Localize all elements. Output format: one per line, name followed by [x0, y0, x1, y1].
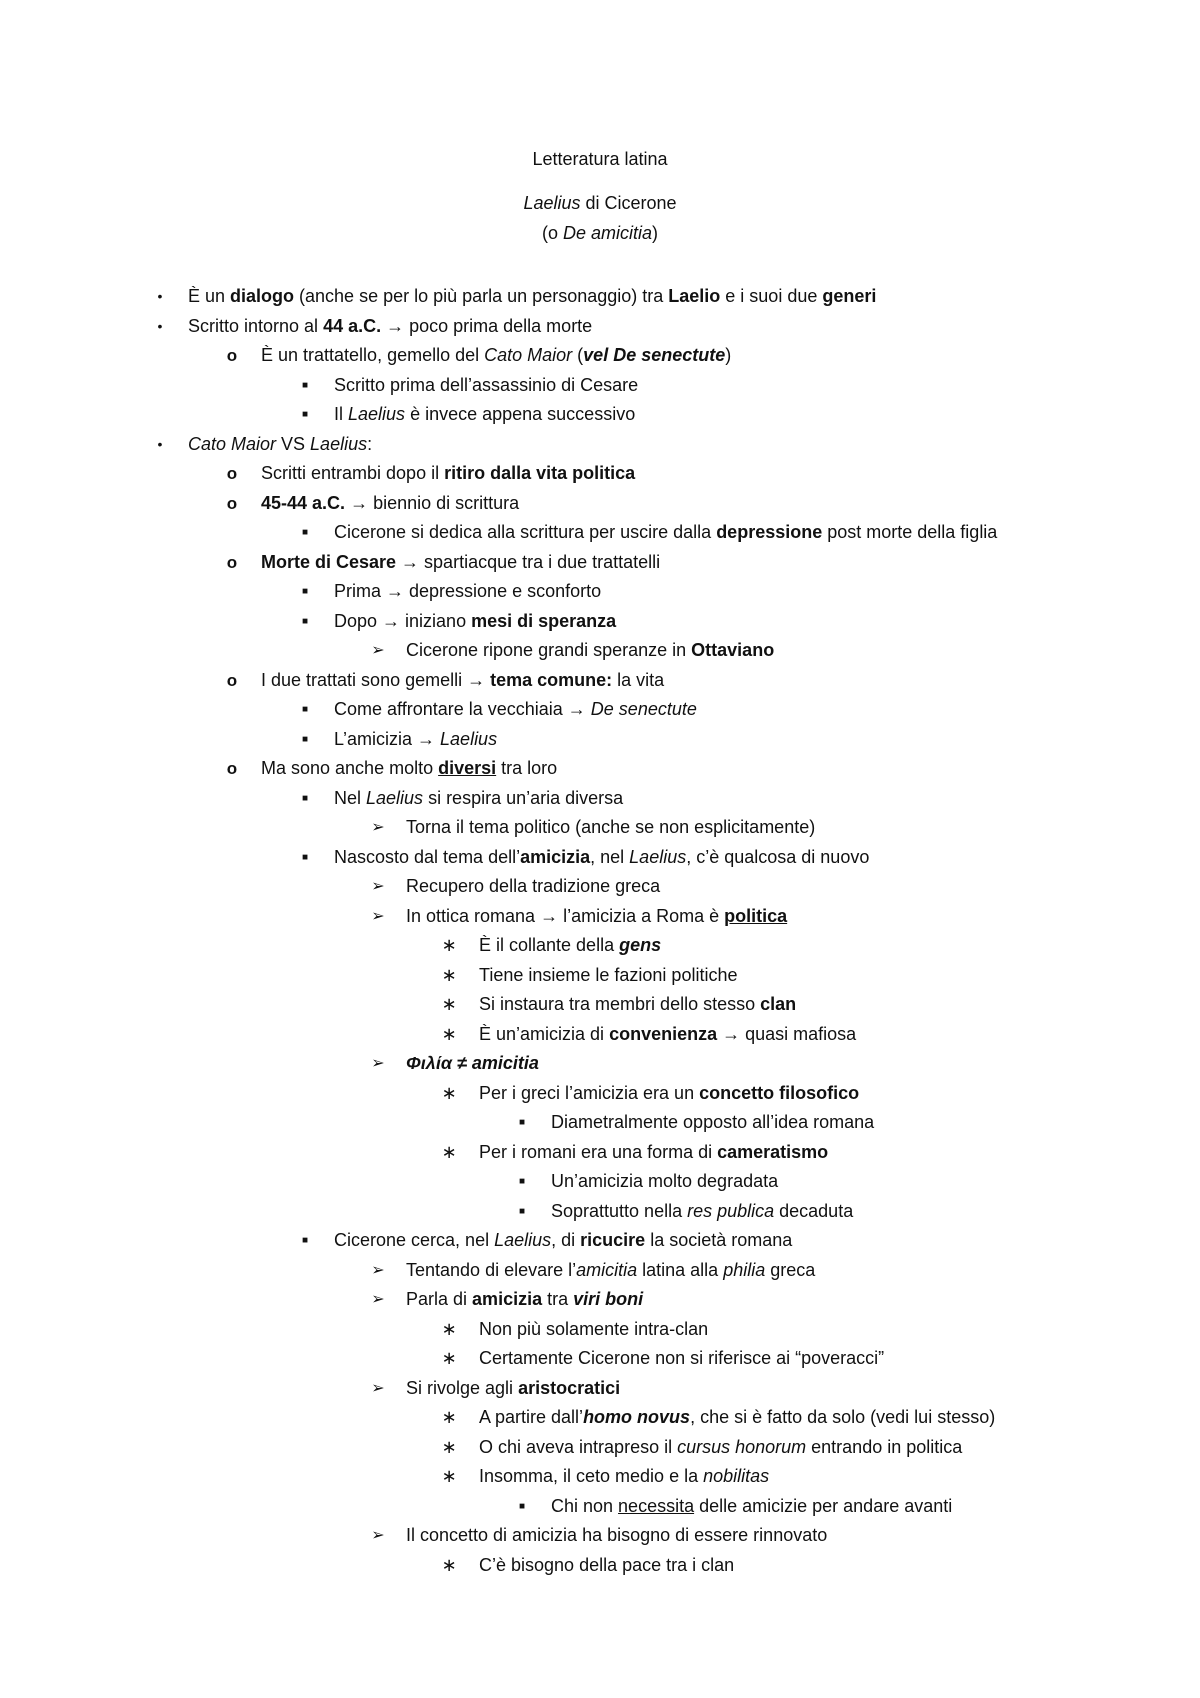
list-item: [0, 1315, 1200, 1345]
list-item: [0, 1020, 1200, 1050]
list-item-text: [551, 1197, 853, 1227]
text-run: amicizia: [520, 846, 591, 867]
list-item: [0, 489, 1200, 519]
text-run: convenienza: [609, 1023, 718, 1044]
text-run: Scritto intorno al: [188, 315, 324, 336]
list-item: [0, 1197, 1200, 1227]
list-item: [0, 1433, 1200, 1463]
text-run: I due trattati sono gemelli →: [261, 669, 491, 690]
text-run: De amicitia: [562, 223, 653, 243]
text-run: ): [652, 223, 659, 243]
bullet-square-icon: ■: [301, 379, 309, 391]
list-item-text: [334, 371, 638, 401]
bullet-asterisk-icon: ∗: [441, 964, 457, 985]
bullet-square-icon: ■: [301, 586, 309, 597]
list-item-text: [551, 1492, 952, 1522]
text-run: e i suoi due: [720, 286, 823, 306]
text-run: Laelius: [348, 404, 406, 424]
text-run: politica: [724, 905, 788, 926]
bullet-circle-icon: o: [226, 670, 238, 690]
list-item-text: [406, 813, 815, 843]
list-item-text: [479, 1020, 856, 1050]
text-run: entrando in politica: [806, 1436, 963, 1457]
text-run: Diametralmente opposto all’idea romana: [551, 1112, 875, 1132]
list-item-text: [261, 341, 731, 371]
text-run: Chi non: [551, 1495, 619, 1516]
list-item-text: [334, 1226, 792, 1256]
list-item: [0, 518, 1200, 548]
text-run: gens: [619, 935, 662, 955]
bullet-asterisk-icon: ∗: [441, 1407, 457, 1427]
bullet-circle-icon: o: [226, 493, 238, 513]
text-run: Come affrontare la vecchiaia →: [334, 699, 591, 719]
text-run: Laelius: [629, 846, 687, 867]
list-item: [0, 1226, 1200, 1256]
list-item: [0, 872, 1200, 902]
bullet-arrow-icon: ➢: [371, 878, 385, 895]
bullet-arrow-icon: ➢: [371, 1291, 385, 1308]
bullet-arrow-icon: ➢: [371, 1379, 385, 1397]
bullet-arrow-icon: ➢: [371, 1527, 385, 1544]
text-run: Recupero della tradizione greca: [406, 876, 661, 896]
bullet-asterisk-icon: ∗: [441, 1318, 457, 1339]
bullet-square-icon: ■: [518, 1205, 526, 1217]
bullet-square-icon: ■: [301, 409, 309, 420]
text-run: latina alla: [637, 1259, 724, 1280]
text-run: mesi di speranza: [471, 610, 617, 631]
bullet-arrow-icon: ➢: [371, 1055, 385, 1072]
text-run: Scritto prima dell’assassinio di Cesare: [334, 374, 639, 395]
list-item-text: [479, 961, 737, 991]
list-item: [0, 548, 1200, 578]
list-item-text: [406, 1049, 539, 1079]
text-run: Tentando di elevare l’: [406, 1259, 577, 1280]
text-run: la vita: [612, 669, 665, 690]
list-item-text: [551, 1108, 874, 1138]
list-item-text: [479, 1403, 995, 1433]
bullet-circle-icon: o: [226, 346, 238, 365]
text-run: generi: [822, 286, 877, 306]
bullet-asterisk-icon: ∗: [441, 1023, 457, 1044]
list-item: [0, 813, 1200, 843]
text-run: , di: [551, 1230, 581, 1250]
list-item-text: [479, 1433, 962, 1463]
text-run: viri boni: [573, 1289, 644, 1309]
list-item-text: [334, 784, 623, 814]
text-run: Il: [334, 404, 349, 424]
list-item: [0, 784, 1200, 814]
text-run: Nascosto dal tema dell’: [334, 846, 521, 867]
list-item: [0, 1403, 1200, 1433]
text-run: Insomma, il ceto medio e la: [479, 1466, 704, 1486]
text-run: O chi aveva intrapreso il: [479, 1436, 678, 1457]
list-item: [0, 1167, 1200, 1197]
bullet-asterisk-icon: ∗: [441, 1554, 457, 1575]
text-run: res publica: [687, 1200, 775, 1221]
list-item: [0, 400, 1200, 430]
list-item-text: [188, 312, 592, 342]
text-run: → poco prima della morte: [381, 315, 593, 336]
bullet-square-icon: ■: [301, 733, 309, 745]
list-item-text: [479, 1344, 884, 1374]
bullet-dot-icon: •: [157, 317, 163, 334]
text-run: Cato Maior: [484, 345, 573, 365]
text-run: 45-44 a.C.: [261, 492, 346, 513]
list-item-text: [261, 754, 557, 784]
text-run: (: [572, 345, 584, 365]
list-item-text: [406, 1256, 815, 1286]
list-item-text: [261, 489, 519, 519]
bullet-arrow-icon: ➢: [371, 642, 385, 659]
bullet-asterisk-icon: ∗: [441, 935, 457, 955]
list-item: [0, 725, 1200, 755]
list-item: [0, 1079, 1200, 1109]
text-run: A partire dall’: [479, 1407, 584, 1427]
list-item-text: [406, 1285, 643, 1315]
list-item: [0, 843, 1200, 873]
text-run: Laelio: [668, 286, 721, 306]
text-run: greca: [765, 1259, 816, 1280]
list-item: [0, 666, 1200, 696]
text-run: Laelius: [523, 193, 581, 213]
text-run: Cicerone si dedica alla scrittura per uscire dalla: [334, 522, 717, 542]
bullet-dot-icon: •: [157, 435, 163, 452]
text-run: Scritti entrambi dopo il: [261, 463, 445, 483]
list-item-text: [406, 1521, 827, 1551]
text-run: :: [367, 433, 373, 454]
text-run: Laelius: [440, 728, 498, 749]
text-run: Cicerone cerca, nel: [334, 1230, 495, 1250]
text-run: È un trattatello, gemello del: [261, 345, 485, 365]
list-item-text: [479, 1315, 708, 1345]
list-item-text: [188, 282, 876, 312]
list-item-text: [406, 902, 787, 932]
text-run: post morte della figlia: [822, 522, 998, 542]
text-run: di Cicerone: [580, 193, 677, 213]
list-item: [0, 754, 1200, 784]
text-run: De senectute: [590, 699, 697, 719]
text-run: L’amicizia →: [334, 728, 441, 749]
text-run: Certamente Cicerone non si riferisce ai “poveracci”: [479, 1348, 885, 1368]
list-item: [0, 961, 1200, 991]
list-item: [0, 1462, 1200, 1492]
list-item-text: [479, 1551, 734, 1581]
text-run: aristocratici: [518, 1377, 621, 1398]
text-run: decaduta: [774, 1200, 854, 1221]
text-run: nobilitas: [703, 1466, 770, 1486]
list-item: [0, 1492, 1200, 1522]
bullet-circle-icon: o: [226, 759, 238, 778]
document-subtitle: [0, 193, 1200, 213]
list-item: [0, 636, 1200, 666]
bullet-dot-icon: •: [157, 288, 163, 304]
list-item-text: [479, 931, 661, 961]
list-item-text: [479, 990, 796, 1020]
text-run: VS: [276, 433, 311, 454]
text-run: depressione: [716, 522, 823, 542]
list-item: [0, 459, 1200, 489]
text-run: diversi: [438, 758, 497, 778]
text-run: Nel: [334, 787, 367, 808]
text-run: Laelius: [310, 433, 368, 454]
text-run: necessita: [618, 1495, 695, 1516]
list-item-text: [334, 577, 601, 607]
list-item: [0, 607, 1200, 637]
text-run: È un’amicizia di: [479, 1023, 610, 1044]
list-item-text: [479, 1138, 828, 1168]
bullet-asterisk-icon: ∗: [441, 1466, 457, 1486]
text-run: , c’è qualcosa di nuovo: [686, 846, 870, 867]
text-run: la società romana: [645, 1230, 793, 1250]
list-item: [0, 931, 1200, 961]
list-item: [0, 1374, 1200, 1404]
list-item-text: [479, 1079, 859, 1109]
text-run: (o: [541, 223, 563, 243]
text-run: cameratismo: [717, 1141, 829, 1162]
text-run: Soprattutto nella: [551, 1200, 688, 1221]
list-item: [0, 282, 1200, 312]
bullet-arrow-icon: ➢: [371, 819, 385, 836]
text-run: Torna il tema politico (anche se non esplicitamente): [406, 817, 816, 837]
text-run: Laelius: [494, 1230, 552, 1250]
bullet-circle-icon: o: [226, 552, 238, 572]
list-item: [0, 371, 1200, 401]
text-run: delle amicizie per andare avanti: [694, 1495, 953, 1516]
text-run: (anche se per lo più parla un personaggio) tra: [294, 286, 669, 306]
bullet-square-icon: ■: [301, 704, 309, 715]
list-item-text: [261, 666, 664, 696]
text-run: 44 a.C.: [323, 315, 382, 336]
text-run: Per i greci l’amicizia era un: [479, 1082, 700, 1103]
list-item: [0, 1344, 1200, 1374]
list-item: [0, 1138, 1200, 1168]
bullet-arrow-icon: ➢: [371, 907, 385, 925]
list-item-text: [261, 548, 660, 578]
bullet-square-icon: ■: [518, 1500, 526, 1512]
text-run: È un: [188, 286, 231, 306]
list-item-text: [479, 1462, 769, 1492]
text-run: Cicerone ripone grandi speranze in: [406, 640, 692, 660]
list-item-text: [406, 872, 660, 902]
text-run: C’è bisogno della pace tra i clan: [479, 1554, 735, 1575]
text-run: ): [725, 345, 732, 365]
text-run: homo novus: [583, 1407, 691, 1427]
bullet-asterisk-icon: ∗: [441, 1082, 457, 1103]
text-run: Non più solamente intra-clan: [479, 1318, 709, 1339]
text-run: Tiene insieme le fazioni politiche: [479, 964, 738, 985]
bullet-circle-icon: o: [226, 464, 238, 483]
document-subtitle-alt: [0, 223, 1200, 243]
list-item-text: [406, 636, 774, 666]
list-item: [0, 577, 1200, 607]
text-run: è invece appena successivo: [405, 404, 636, 424]
text-run: Il concetto di amicizia ha bisogno di essere rinnovato: [406, 1525, 828, 1545]
bullet-square-icon: ■: [301, 615, 309, 627]
list-item: [0, 1521, 1200, 1551]
list-item: [0, 312, 1200, 342]
list-item: [0, 695, 1200, 725]
text-run: Si instaura tra membri dello stesso: [479, 994, 761, 1014]
text-run: vel De senectute: [583, 345, 726, 365]
text-run: → quasi mafiosa: [717, 1023, 857, 1044]
list-item: [0, 430, 1200, 460]
text-run: philia: [723, 1259, 766, 1280]
text-run: si respira un’aria diversa: [423, 787, 624, 808]
list-item: [0, 1285, 1200, 1315]
bullet-square-icon: ■: [301, 1235, 309, 1246]
list-item: [0, 341, 1200, 371]
text-run: amicizia: [472, 1289, 543, 1309]
text-run: Laelius: [366, 787, 424, 808]
list-item: [0, 990, 1200, 1020]
text-run: clan: [760, 994, 797, 1014]
text-run: Ma sono anche molto: [261, 758, 439, 778]
list-item-text: [261, 459, 635, 489]
list-item-text: [551, 1167, 778, 1197]
list-item-text: [334, 843, 869, 873]
text-run: , nel: [590, 846, 630, 867]
text-run: amicitia: [576, 1259, 638, 1280]
bullet-square-icon: ■: [518, 1176, 526, 1187]
bullet-asterisk-icon: ∗: [441, 994, 457, 1014]
text-run: Morte di Cesare: [261, 551, 397, 572]
text-run: → biennio di scrittura: [345, 492, 520, 513]
bullet-square-icon: ■: [301, 792, 309, 804]
list-item-text: [406, 1374, 620, 1404]
list-item-text: [188, 430, 372, 460]
text-run: tra: [542, 1289, 574, 1309]
text-run: È il collante della: [479, 935, 620, 955]
outline-list: [0, 282, 1200, 1580]
text-run: Prima → depressione e sconforto: [334, 581, 602, 601]
list-item: [0, 1256, 1200, 1286]
text-run: cursus honorum: [677, 1436, 807, 1457]
text-run: In ottica romana → l’amicizia a Roma è: [406, 905, 725, 926]
text-run: Parla di: [406, 1289, 473, 1309]
list-item: [0, 1551, 1200, 1581]
list-item-text: [334, 725, 497, 755]
bullet-square-icon: ■: [518, 1117, 526, 1128]
text-run: → spartiacque tra i due trattatelli: [396, 551, 661, 572]
list-item-text: [334, 518, 997, 548]
text-run: Φιλία ≠ amicitia: [406, 1053, 539, 1073]
text-run: Per i romani era una forma di: [479, 1141, 718, 1162]
list-item-text: [334, 695, 697, 725]
text-run: Cato Maior: [188, 433, 277, 454]
bullet-square-icon: ■: [301, 851, 309, 863]
text-run: dialogo: [230, 286, 295, 306]
text-run: tema comune:: [490, 669, 613, 690]
list-item-text: [334, 607, 616, 637]
text-run: Si rivolge agli: [406, 1377, 519, 1398]
bullet-arrow-icon: ➢: [371, 1261, 385, 1279]
text-run: Ottaviano: [691, 640, 775, 660]
text-run: ritiro dalla vita politica: [444, 463, 636, 483]
text-run: ricucire: [580, 1230, 646, 1250]
list-item: [0, 1108, 1200, 1138]
list-item: [0, 1049, 1200, 1079]
text-run: Un’amicizia molto degradata: [551, 1171, 779, 1191]
text-run: Dopo → iniziano: [334, 610, 472, 631]
text-run: , che si è fatto da solo (vedi lui stesso): [690, 1407, 996, 1427]
bullet-asterisk-icon: ∗: [441, 1141, 457, 1162]
text-run: concetto filosofico: [699, 1082, 860, 1103]
bullet-asterisk-icon: ∗: [441, 1348, 457, 1368]
bullet-asterisk-icon: ∗: [441, 1436, 457, 1457]
bullet-square-icon: ■: [301, 527, 309, 538]
list-item: [0, 902, 1200, 932]
document-title: Letteratura latina: [532, 149, 668, 169]
text-run: tra loro: [496, 758, 558, 778]
list-item-text: [334, 400, 635, 430]
